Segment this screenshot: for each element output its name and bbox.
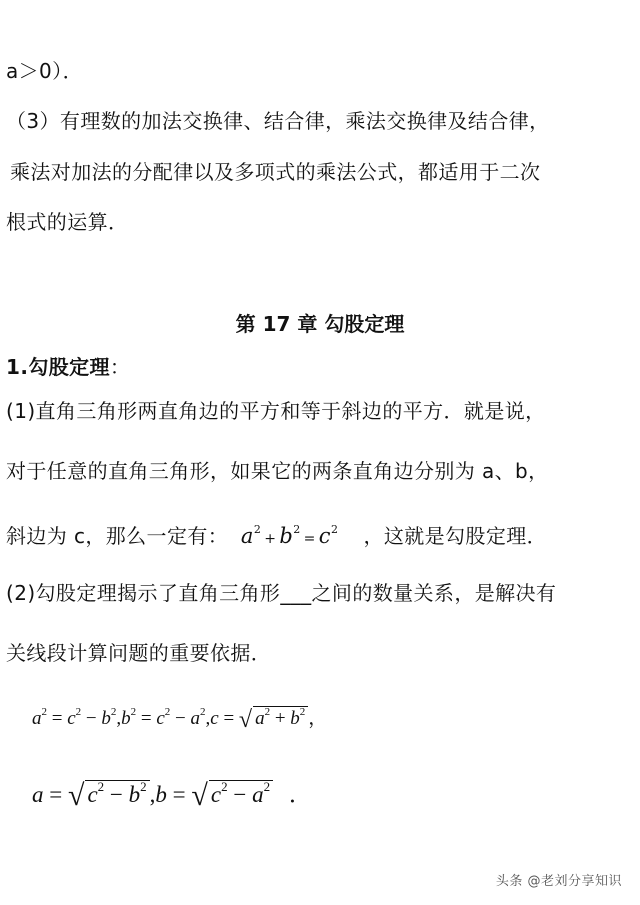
watermark: 头条 @老刘分享知识 xyxy=(495,874,622,889)
text-line-2: （3）有理数的加法交换律、结合律，乘法交换律及结合律， xyxy=(6,109,550,133)
formula-line-1: $a^2 = c^2 - b^2,b^2 = c^2 - a^2,c$ = √ $a^2 + b^2$ ， xyxy=(32,706,328,733)
chapter-title: 第 17 章 勾股定理 xyxy=(235,312,405,336)
section-heading xyxy=(6,354,632,380)
paragraph-1-line-3 xyxy=(6,517,632,552)
paragraph-1-line-2: 对于任意的直角三角形，如果它的两条直角边分别为 a、b， xyxy=(6,459,549,483)
paragraph-2-line-1: (2)勾股定理揭示了直角三角形___之间的数量关系，是解决有 xyxy=(6,581,557,605)
section-heading-text: 1.勾股定理 xyxy=(6,355,110,379)
formula-1-tail: ， xyxy=(308,708,328,729)
text-line-3: 乘法对加法的分配律以及多项式的乘法公式，都适用于二次 xyxy=(10,160,541,184)
radicand-1: $a^2 + b^2$ xyxy=(253,706,308,729)
text-line-1: a＞0）． xyxy=(6,59,83,83)
formula-2-tail: ． xyxy=(288,782,312,807)
pythagorean-formula: $a^2+ b^2= c^2$ xyxy=(240,523,339,548)
section-heading-colon: ： xyxy=(109,355,131,379)
sqrt-symbol: √ xyxy=(238,707,253,733)
formula-line-2: a = √ $c^2 - b^2$ ,b = √ $c^2 - a^2$ ． xyxy=(32,779,312,812)
sqrt-symbol: √ xyxy=(67,779,85,812)
paragraph-1-line-1: (1)直角三角形两直角边的平方和等于斜边的平方．就是说， xyxy=(6,399,546,423)
radicand-2: $c^2 - b^2$ xyxy=(85,780,149,807)
text-line-4: 根式的运算． xyxy=(6,210,129,234)
sqrt-symbol: √ xyxy=(191,779,208,812)
paragraph-2-line-2: 关线段计算问题的重要依据． xyxy=(6,641,272,665)
radicand-3: $c^2 - a^2$ xyxy=(209,780,273,807)
p1-line3-post: ，这就是勾股定理． xyxy=(363,524,548,548)
p1-line3-pre: 斜边为 c，那么一定有： xyxy=(6,524,229,548)
